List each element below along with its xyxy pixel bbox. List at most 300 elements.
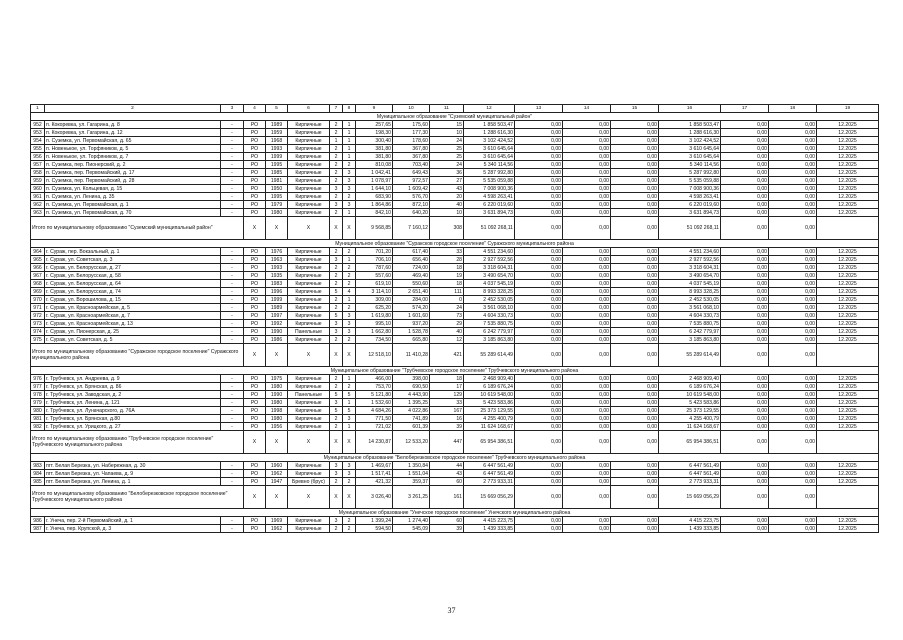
total-cell: 0,00 — [563, 486, 611, 509]
table-cell: 0,00 — [769, 525, 817, 533]
table-cell: 2 — [330, 478, 343, 486]
table-row — [31, 121, 879, 129]
table-cell: 0,00 — [721, 407, 769, 415]
table-cell: 0,00 — [563, 264, 611, 272]
table-cell: 955 — [31, 145, 45, 153]
table-cell: РО — [244, 525, 266, 533]
table-cell: - — [221, 383, 244, 391]
table-cell: 12.2025 — [817, 185, 879, 193]
table-cell: 0,00 — [769, 296, 817, 304]
table-cell: - — [221, 525, 244, 533]
table-cell: 18 — [430, 264, 464, 272]
table-cell: 0,00 — [563, 383, 611, 391]
table-cell: 968 — [31, 280, 45, 288]
table-cell: 0,00 — [515, 121, 563, 129]
table-cell: 2 — [343, 517, 356, 525]
table-cell: 11 624 168,67 — [464, 423, 515, 431]
total-cell: 65 954 386,51 — [464, 431, 515, 454]
table-cell: 2 — [330, 336, 343, 344]
table-cell: 43 — [430, 470, 464, 478]
table-cell: 0,00 — [515, 288, 563, 296]
table-cell: 966 — [31, 264, 45, 272]
table-cell: 959 — [31, 177, 45, 185]
table-cell: 975 — [31, 336, 45, 344]
table-cell: 2 — [343, 193, 356, 201]
table-row — [31, 320, 879, 328]
table-cell: Кирпичные — [288, 280, 330, 288]
table-cell: Панельные — [288, 391, 330, 399]
table-cell: п. Суземка, пер. Пионерский, д. 2 — [45, 161, 221, 169]
table-cell: 1 — [343, 137, 356, 145]
table-cell: 2 468 909,40 — [464, 375, 515, 383]
table-cell: п. Суземка, ул. Первомайская, д. 65 — [45, 137, 221, 145]
table-cell: 0,00 — [611, 383, 659, 391]
table-cell: 0,00 — [721, 423, 769, 431]
table-cell: г. Трубчевск, ул. Ленина, д. 121 — [45, 399, 221, 407]
table-cell: 0,00 — [769, 201, 817, 209]
table-cell: 0,00 — [563, 423, 611, 431]
table-cell: 1998 — [266, 407, 288, 415]
table-row — [31, 272, 879, 280]
table-cell: 12.2025 — [817, 201, 879, 209]
table-cell: 0,00 — [611, 328, 659, 336]
table-cell: 2 — [330, 272, 343, 280]
table-cell: 1997 — [266, 312, 288, 320]
table-cell: 3 185 863,80 — [659, 336, 721, 344]
table-cell: 977 — [31, 383, 45, 391]
table-cell: Кирпичные — [288, 415, 330, 423]
table-cell: 982 — [31, 423, 45, 431]
table-cell: 0,00 — [721, 391, 769, 399]
table-cell: 0,00 — [721, 383, 769, 391]
table-row — [31, 399, 879, 407]
table-cell: 2 — [330, 280, 343, 288]
table-cell: 12.2025 — [817, 399, 879, 407]
table-cell: 7 535 880,75 — [464, 320, 515, 328]
table-cell: 0,00 — [515, 280, 563, 288]
table-cell: 0,00 — [611, 462, 659, 470]
table-cell: Кирпичные — [288, 407, 330, 415]
column-number: 15 — [611, 105, 659, 113]
table-cell: 0,00 — [611, 336, 659, 344]
table-cell: - — [221, 328, 244, 336]
table-cell: 957 — [31, 161, 45, 169]
table-cell: 8 993 328,25 — [464, 288, 515, 296]
table-cell: 967 — [31, 272, 45, 280]
table-cell: 1960 — [266, 462, 288, 470]
table-cell: 0,00 — [515, 470, 563, 478]
table-cell: 1950 — [266, 185, 288, 193]
column-number: 9 — [356, 105, 393, 113]
table-cell: 4 037 545,19 — [659, 280, 721, 288]
table-cell: 986 — [31, 517, 45, 525]
table-cell: 12.2025 — [817, 470, 879, 478]
table-cell: 18 — [430, 375, 464, 383]
table-cell: РО — [244, 312, 266, 320]
table-cell: 701,20 — [356, 248, 393, 256]
table-cell: 0,00 — [769, 320, 817, 328]
table-cell: 0,00 — [515, 129, 563, 137]
table-cell: РО — [244, 264, 266, 272]
table-cell: - — [221, 517, 244, 525]
table-cell: 1 — [330, 137, 343, 145]
column-number: 7 — [330, 105, 343, 113]
table-cell: 0,00 — [721, 336, 769, 344]
column-number: 8 — [343, 105, 356, 113]
table-cell: 0,00 — [611, 296, 659, 304]
table-cell: 1986 — [266, 336, 288, 344]
table-cell: 0,00 — [721, 209, 769, 217]
table-cell: 0,00 — [515, 201, 563, 209]
total-cell: 0,00 — [769, 431, 817, 454]
table-cell: - — [221, 280, 244, 288]
total-cell: 308 — [430, 217, 464, 240]
table-cell: 0,00 — [769, 462, 817, 470]
table-cell: 3 610 645,64 — [464, 145, 515, 153]
table-cell: 1935 — [266, 272, 288, 280]
column-number: 10 — [393, 105, 430, 113]
table-cell: 0,00 — [769, 423, 817, 431]
table-cell: 1 469,67 — [356, 462, 393, 470]
table-row — [31, 462, 879, 470]
table-cell: 2 468 909,40 — [659, 375, 721, 383]
table-cell: 12.2025 — [817, 129, 879, 137]
table-row — [31, 264, 879, 272]
table-cell: г. Сураж, ул. Красноармейская, д. 13 — [45, 320, 221, 328]
table-cell: Кирпичные — [288, 470, 330, 478]
table-cell: 0,00 — [515, 399, 563, 407]
table-cell: 1 858 503,47 — [659, 121, 721, 129]
total-cell: 9 568,85 — [356, 217, 393, 240]
table-cell: 2 — [330, 145, 343, 153]
table-cell: 0,00 — [769, 336, 817, 344]
table-cell: 0,00 — [563, 169, 611, 177]
table-cell: 0,00 — [563, 470, 611, 478]
table-cell: - — [221, 153, 244, 161]
table-cell: 469,40 — [393, 272, 430, 280]
table-cell: 0,00 — [515, 169, 563, 177]
table-cell: 0,00 — [611, 209, 659, 217]
table-cell: 5 535 059,88 — [659, 177, 721, 185]
table-cell: 3 — [343, 470, 356, 478]
table-cell: г. Сураж, ул. Советская, д. 5 — [45, 336, 221, 344]
table-cell: 594,50 — [356, 525, 393, 533]
total-label: Итого по муниципальному образованию "Суражское городское поселение" Суражского муниципального района — [31, 344, 244, 367]
total-cell: X — [244, 344, 266, 367]
table-cell: 0,00 — [769, 264, 817, 272]
table-cell: 1 439 333,85 — [464, 525, 515, 533]
table-cell: 0,00 — [563, 391, 611, 399]
table-cell: 1 439 333,85 — [659, 525, 721, 533]
table-cell: 0,00 — [769, 137, 817, 145]
table-cell: 12.2025 — [817, 177, 879, 185]
total-cell: X — [244, 486, 266, 509]
table-cell: 1980 — [266, 209, 288, 217]
table-cell: 1 078,97 — [356, 177, 393, 185]
table-cell: 5 — [330, 312, 343, 320]
table-cell: 0,00 — [611, 288, 659, 296]
total-cell: 0,00 — [611, 217, 659, 240]
table-cell: 721,02 — [356, 423, 393, 431]
table-cell: 0,00 — [769, 129, 817, 137]
total-cell: X — [343, 344, 356, 367]
table-cell: - — [221, 129, 244, 137]
table-cell: - — [221, 201, 244, 209]
table-cell: 1 601,60 — [393, 312, 430, 320]
table-cell: Кирпичные — [288, 129, 330, 137]
table-cell: 0,00 — [611, 423, 659, 431]
table-cell: 17 — [430, 383, 464, 391]
table-cell: 1983 — [266, 280, 288, 288]
table-cell: 956 — [31, 153, 45, 161]
table-cell: 0,00 — [721, 470, 769, 478]
total-cell — [817, 486, 879, 509]
table-cell: 0,00 — [611, 264, 659, 272]
table-cell: РО — [244, 145, 266, 153]
table-cell: 1992 — [266, 320, 288, 328]
table-cell: 0,00 — [611, 256, 659, 264]
table-cell: 937,20 — [393, 320, 430, 328]
column-number: 5 — [266, 105, 288, 113]
table-cell: 649,43 — [393, 169, 430, 177]
table-cell: 0,00 — [721, 193, 769, 201]
table-cell: 978 — [31, 391, 45, 399]
table-cell: 3 561 068,10 — [464, 304, 515, 312]
total-cell: 14 230,87 — [356, 431, 393, 454]
register-table — [30, 104, 879, 533]
table-cell: 1 288 616,30 — [659, 129, 721, 137]
table-cell: 0,00 — [563, 185, 611, 193]
total-cell: X — [244, 431, 266, 454]
total-cell: 0,00 — [611, 486, 659, 509]
table-cell: 2 — [330, 248, 343, 256]
total-cell: X — [330, 344, 343, 367]
table-cell: 1990 — [266, 328, 288, 336]
total-cell: X — [330, 217, 343, 240]
total-cell: 0,00 — [515, 344, 563, 367]
table-cell: 12.2025 — [817, 462, 879, 470]
table-cell: Кирпичные — [288, 193, 330, 201]
table-row — [31, 288, 879, 296]
table-cell: 601,39 — [393, 423, 430, 431]
table-cell: 0,00 — [611, 478, 659, 486]
table-cell: 2 — [343, 280, 356, 288]
table-cell: 0,00 — [563, 209, 611, 217]
table-cell: 2 — [343, 248, 356, 256]
table-cell: 1 609,42 — [393, 185, 430, 193]
table-cell: 0,00 — [721, 304, 769, 312]
table-cell: Кирпичные — [288, 525, 330, 533]
table-cell: 0,00 — [721, 272, 769, 280]
table-cell: 0,00 — [721, 201, 769, 209]
table-row — [31, 169, 879, 177]
table-cell: 4 598 263,41 — [659, 193, 721, 201]
table-cell: 0,00 — [563, 462, 611, 470]
total-cell: 3 261,25 — [393, 486, 430, 509]
table-cell: 964 — [31, 248, 45, 256]
total-cell: 0,00 — [721, 217, 769, 240]
table-cell: 3 631 894,73 — [464, 209, 515, 217]
table-cell: 0,00 — [563, 248, 611, 256]
table-cell: 33 — [430, 399, 464, 407]
table-cell: 1 — [343, 129, 356, 137]
table-cell: 12.2025 — [817, 272, 879, 280]
table-cell: 60 — [430, 478, 464, 486]
table-cell: 640,20 — [393, 209, 430, 217]
table-cell: 4 604 330,73 — [464, 312, 515, 320]
table-cell: 0,00 — [563, 121, 611, 129]
table-cell: 10 619 548,00 — [464, 391, 515, 399]
table-cell: 1 395,25 — [393, 399, 430, 407]
table-cell: 3 631 894,73 — [659, 209, 721, 217]
table-cell: 0,00 — [563, 145, 611, 153]
total-cell: X — [266, 217, 288, 240]
table-cell: 6 242 779,97 — [464, 328, 515, 336]
total-cell: X — [288, 217, 330, 240]
table-cell: 12.2025 — [817, 478, 879, 486]
table-cell: 6 447 561,49 — [464, 470, 515, 478]
table-cell: 952 — [31, 121, 45, 129]
table-cell: 367,80 — [393, 145, 430, 153]
table-row — [31, 391, 879, 399]
table-cell: - — [221, 264, 244, 272]
table-row — [31, 185, 879, 193]
table-cell: 1 517,41 — [356, 470, 393, 478]
table-cell: 0,00 — [611, 169, 659, 177]
table-cell: 12.2025 — [817, 248, 879, 256]
table-cell: 12.2025 — [817, 256, 879, 264]
table-cell: 574,20 — [393, 304, 430, 312]
table-cell: 0,00 — [611, 145, 659, 153]
table-cell: 5 — [343, 391, 356, 399]
table-cell: 1995 — [266, 161, 288, 169]
table-cell: 1993 — [266, 145, 288, 153]
table-cell: 1947 — [266, 478, 288, 486]
table-cell: 2 — [343, 336, 356, 344]
table-cell: 0,00 — [515, 383, 563, 391]
table-cell: 40 — [430, 201, 464, 209]
table-cell: 1 399,24 — [356, 517, 393, 525]
table-row — [31, 177, 879, 185]
table-cell: 367,80 — [393, 153, 430, 161]
table-cell: 3 102 424,52 — [464, 137, 515, 145]
table-cell: 0,00 — [721, 280, 769, 288]
table-cell: РО — [244, 256, 266, 264]
table-cell: 617,40 — [393, 248, 430, 256]
table-cell: 619,10 — [356, 280, 393, 288]
table-cell: РО — [244, 399, 266, 407]
table-cell: 0,00 — [721, 320, 769, 328]
total-cell: 0,00 — [563, 344, 611, 367]
table-cell: 2 651,40 — [393, 288, 430, 296]
table-cell: 0,00 — [611, 391, 659, 399]
table-cell: г. Сураж, ул. Белорусская, д. 74 — [45, 288, 221, 296]
table-cell: 872,10 — [393, 201, 430, 209]
table-cell: 0,00 — [515, 256, 563, 264]
table-cell: 771,50 — [356, 415, 393, 423]
table-cell: 0,00 — [611, 193, 659, 201]
table-row — [31, 525, 879, 533]
table-cell: 2 — [330, 169, 343, 177]
table-cell: 2 — [343, 161, 356, 169]
table-cell: 7 535 880,75 — [659, 320, 721, 328]
table-row — [31, 153, 879, 161]
table-cell: 1963 — [266, 256, 288, 264]
table-cell: 0,00 — [769, 161, 817, 169]
table-cell: 12.2025 — [817, 121, 879, 129]
table-cell: 36 — [430, 169, 464, 177]
table-cell: 0,00 — [721, 185, 769, 193]
table-cell: 2 — [330, 304, 343, 312]
table-cell: Кирпичные — [288, 201, 330, 209]
table-cell: 0,00 — [611, 177, 659, 185]
table-cell: 2 — [330, 193, 343, 201]
table-cell: 3 490 654,70 — [659, 272, 721, 280]
table-cell: 1 858 503,47 — [464, 121, 515, 129]
table-cell: г. Трубчевск, ул. Урицкого, д. 27 — [45, 423, 221, 431]
table-cell: 8 993 328,25 — [659, 288, 721, 296]
table-cell: 3 — [330, 517, 343, 525]
section-heading-row — [31, 113, 879, 121]
total-cell: X — [266, 431, 288, 454]
table-cell: 0,00 — [563, 137, 611, 145]
table-cell: 2 — [330, 415, 343, 423]
table-cell: 5 535 059,88 — [464, 177, 515, 185]
table-cell: 0,00 — [769, 248, 817, 256]
table-cell: РО — [244, 296, 266, 304]
table-cell: 0,00 — [721, 145, 769, 153]
table-cell: 2 927 592,56 — [464, 256, 515, 264]
table-cell: 12 — [430, 336, 464, 344]
total-cell: 55 289 614,49 — [464, 344, 515, 367]
table-cell: 12.2025 — [817, 169, 879, 177]
table-cell: 3 610 645,64 — [464, 153, 515, 161]
table-cell: 1976 — [266, 248, 288, 256]
table-cell: 2 — [330, 264, 343, 272]
table-cell: 0,00 — [515, 193, 563, 201]
table-cell: 4 443,90 — [393, 391, 430, 399]
table-cell: 6 447 561,49 — [659, 470, 721, 478]
table-cell: 2 — [330, 423, 343, 431]
table-cell: 2 452 530,05 — [659, 296, 721, 304]
table-cell: г. Сураж, ул. Советская, д. 3 — [45, 256, 221, 264]
table-cell: 25 — [430, 145, 464, 153]
total-cell: 15 669 056,29 — [659, 486, 721, 509]
table-cell: Кирпичные — [288, 383, 330, 391]
total-cell: X — [288, 486, 330, 509]
table-cell: п. Кокоревка, ул. Гагарина, д. 8 — [45, 121, 221, 129]
table-cell: 0,00 — [611, 161, 659, 169]
table-cell: 0,00 — [721, 328, 769, 336]
table-cell: - — [221, 145, 244, 153]
table-cell: Кирпичные — [288, 185, 330, 193]
table-cell: 0,00 — [611, 201, 659, 209]
table-cell: 0,00 — [769, 407, 817, 415]
table-cell: 11 624 168,67 — [659, 423, 721, 431]
table-cell: - — [221, 423, 244, 431]
table-cell: 16 — [430, 415, 464, 423]
table-cell: 1 528,78 — [393, 328, 430, 336]
table-cell: 27 — [430, 177, 464, 185]
table-cell: 972 — [31, 312, 45, 320]
table-row — [31, 296, 879, 304]
table-cell: 25 — [430, 153, 464, 161]
table-cell: Кирпичные — [288, 121, 330, 129]
table-cell: 974 — [31, 328, 45, 336]
table-cell: - — [221, 177, 244, 185]
table-cell: 25 373 129,55 — [659, 407, 721, 415]
table-cell: 1 532,60 — [356, 399, 393, 407]
